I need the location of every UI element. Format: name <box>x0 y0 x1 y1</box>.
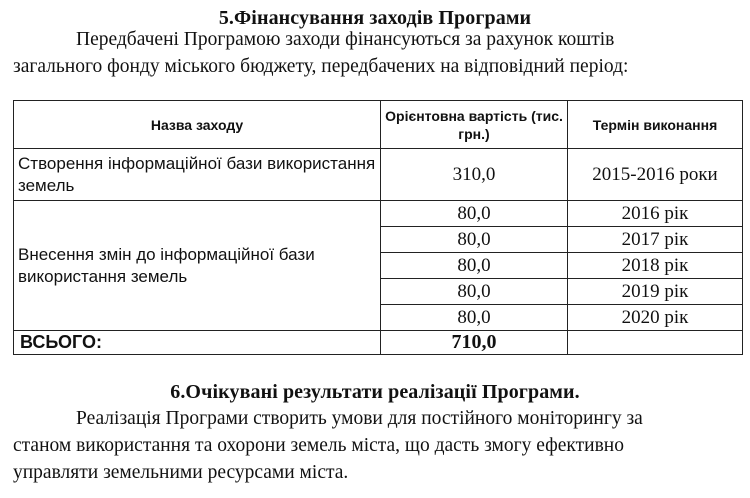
row-2-name: Внесення змін до інформаційної бази використання земель <box>14 201 381 331</box>
total-term <box>568 331 743 355</box>
row-1-cost: 310,0 <box>381 149 568 201</box>
section-6-text <box>13 405 643 486</box>
section-6-text-line-2: станом використання та охорони земель міста, що дасть змогу ефективно <box>13 435 624 456</box>
financing-table <box>13 100 743 355</box>
row-2-cost-2020: 80,0 <box>381 305 568 331</box>
section-6-title: 6.Очікувані результати реалізації Програми. <box>170 381 580 403</box>
row-2-term-2017: 2017 рік <box>568 227 743 253</box>
table-row <box>14 201 743 227</box>
row-2-cost-2019: 80,0 <box>381 279 568 305</box>
section-6-text-line-1: Реалізація Програми створить умови для постійного моніторингу за <box>76 408 643 429</box>
row-2-term-2016: 2016 рік <box>568 201 743 227</box>
total-cost: 710,0 <box>381 331 568 355</box>
header-name: Назва заходу <box>14 101 381 149</box>
section-5-intro-line-2: загального фонду міського бюджету, передбачених на відповідний період: <box>13 56 629 77</box>
row-2-cost-2016: 80,0 <box>381 201 568 227</box>
row-1-term: 2015-2016 роки <box>568 149 743 201</box>
table-row <box>14 149 743 201</box>
section-5-intro <box>13 26 628 80</box>
row-2-term-2019: 2019 рік <box>568 279 743 305</box>
table-header-row <box>14 101 743 149</box>
total-label: ВСЬОГО: <box>14 331 381 355</box>
header-term: Термін виконання <box>568 101 743 149</box>
row-2-cost-2018: 80,0 <box>381 253 568 279</box>
row-2-term-2020: 2020 рік <box>568 305 743 331</box>
section-5-intro-line-1: Передбачені Програмою заходи фінансуються за рахунок коштів <box>76 29 615 50</box>
section-5-title: 5.Фінансування заходів Програми <box>218 7 532 29</box>
section-6-text-line-3: управляти земельними ресурсами міста. <box>13 462 349 483</box>
row-1-name: Створення інформаційної бази використання земель <box>14 149 381 201</box>
table-total-row <box>14 331 743 355</box>
row-2-term-2018: 2018 рік <box>568 253 743 279</box>
row-2-cost-2017: 80,0 <box>381 227 568 253</box>
header-cost: Орієнтовна вартість (тис. грн.) <box>381 101 568 149</box>
